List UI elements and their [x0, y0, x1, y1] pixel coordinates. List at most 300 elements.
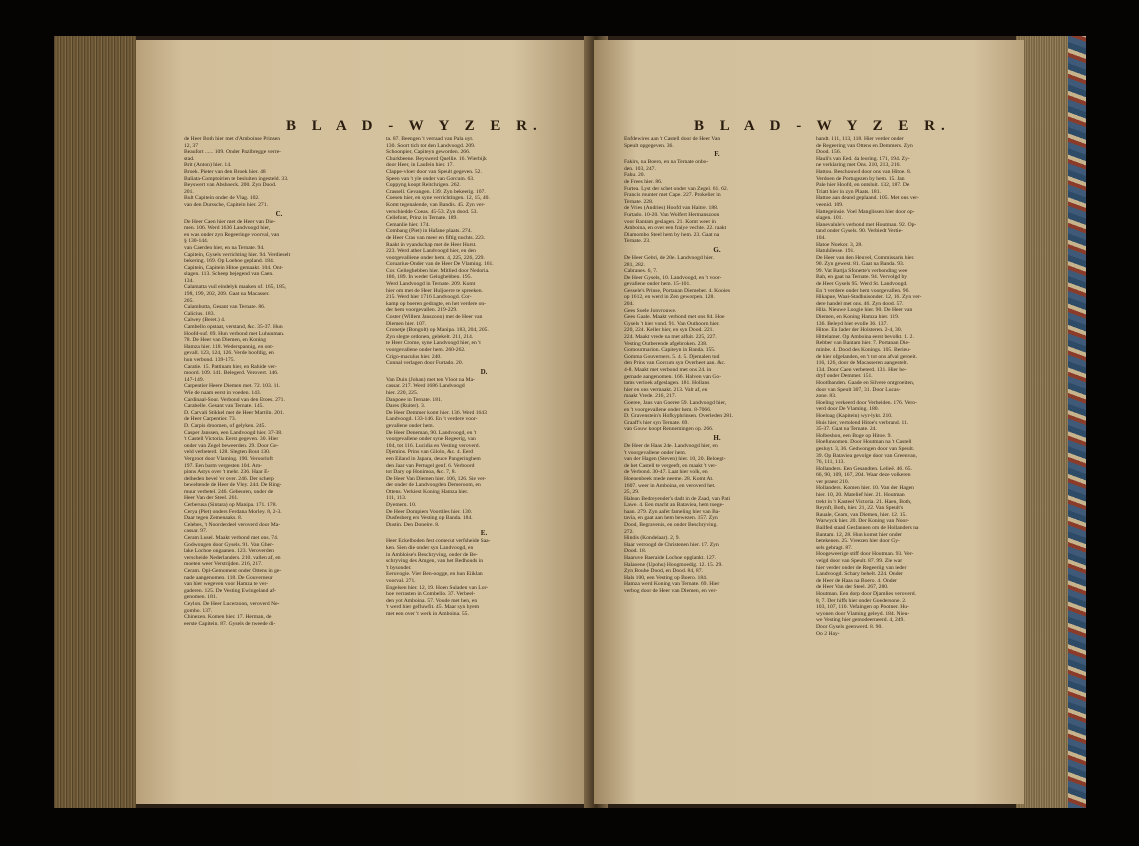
index-line: te Heer Crome, syne Landvoogd hier, en 't — [386, 340, 481, 347]
index-line: Hittelamer. Op Amboina eerst bevolkt. 1. 2. — [816, 333, 914, 340]
index-line: 111, 113. — [386, 495, 407, 502]
index-line: hier verder onder de Regeeriig van ieder — [816, 564, 907, 571]
index-line: Hatoe Noekor. 3, 28. — [816, 241, 863, 248]
index-line: met een over 't werk in Amboina. 55. — [386, 610, 469, 617]
index-line: de Heer Van der Steel. 267, 280. — [816, 584, 889, 591]
index-line: gesluyt. 3, 36. Gedwongen door van Speult. — [816, 445, 915, 452]
index-line: Cerya (Piet) onders Ferdana Morley. 8, 2-3. — [184, 508, 282, 515]
index-line: 76, 111, 113. — [816, 459, 845, 466]
index-line: slagen. 113. Scheep bejegend van Caen. — [184, 271, 274, 278]
index-line: Capitein, Capitein Hitoe gemaakt. 104. Ont- — [184, 264, 284, 271]
index-line: voorgevallene onder syne Regeerig, van — [386, 436, 476, 443]
index-line: door van Speult 307, 31. Door Lucas- — [816, 386, 901, 393]
index-line: Dood. 156. — [816, 149, 842, 156]
index-line: Verdoen de Portugezen by hem. 15. Jan — [816, 175, 905, 182]
index-line: Cunnal verlagen door Furtado. 20. — [386, 360, 464, 367]
index-line: Coruarius-Onder van de Heer De Vlaming. 161. — [386, 261, 494, 268]
index-line: verscheide Nederlanders. 210. vallen af, en — [184, 554, 281, 561]
index-line: de Frees hier. 86. — [624, 178, 663, 185]
index-line: van Gouw koopt Rennemingen op. 266. — [624, 426, 714, 433]
index-line: Diemen, en Koning Hamza hier. 119. — [816, 314, 900, 321]
index-line: Ottens. Verkiest Koning Hamza hier. — [386, 488, 469, 495]
index-line: 66, 90, 109, 167, 204. Waar deze volkeren — [816, 472, 911, 479]
index-line: gevallene onder hem. — [386, 422, 434, 429]
index-line: De Heer Gebri, de 20e. Landvoogd hier. — [624, 254, 714, 261]
index-line: Combang (Piet) in Hafane plaats. 274. — [386, 228, 472, 235]
right-page — [594, 40, 1024, 804]
index-line: haan. 279. Zyn aafet fameling hier van Ba- — [624, 508, 721, 515]
index-line: voorgevallene onder hem. 260-262. — [386, 347, 466, 353]
index-line: Cerberusa (Sintara) op Manipa. 171. 178. — [184, 502, 277, 509]
index-line: Hamza werd Koning van Ternate. 69. Hier — [624, 581, 720, 588]
index-line: Cambello opstaat, verstand, &c. 35-37. Hun — [184, 324, 283, 331]
index-line: sels gebragt. 87. — [816, 544, 853, 551]
index-line: Furtado. 10-20. Van Wolfert Hermanszoon — [624, 211, 720, 218]
index-line: Raakt in vyandschap met de Heer Hurst. — [386, 241, 477, 248]
index-line: Zyn Bouhe Dood, en Dood. 84, 87. — [624, 568, 703, 575]
index-line: 220, 224. Keller hier, en syn Dood. 221. — [624, 327, 714, 334]
index-line: Ceram. Opl-Gemoment onder Ottens in ge- — [184, 568, 282, 574]
index-line: Churkbeene. Beyswerd Quellie. 16. Wierbijk — [386, 155, 487, 162]
index-line: 103, 107, 110. Vefaingen op Pootner. Hu- — [816, 604, 909, 611]
index-line: gevall. 123, 124, 126. Verde hoofdig, en — [184, 350, 274, 357]
index-line: pinns Astys over 't mehr. 236. Haar E- — [184, 469, 270, 476]
index-line: 134. Door Caen verbeterd. 131. Hier be- — [816, 366, 907, 373]
index-letter-heading: F. — [714, 150, 720, 159]
index-line: Amboina, en over een fraiye vechte. 22. raakt — [624, 225, 727, 232]
index-line: beweltende de Heer de Vley. 244. De Ring- — [184, 482, 282, 489]
index-line: Warwyck hier. 20. Der Koning van Noor- — [816, 518, 909, 525]
index-line: de Verbond. 30-47. Laat hier volk, en — [624, 469, 708, 476]
index-line: een Eiland in Japara, deuce Pangeringhem — [386, 455, 481, 462]
index-line: Hoeling verkeerd door Verheiden. 176. Vero- — [816, 399, 917, 406]
index-line: Ternate. 228. — [624, 198, 654, 205]
index-line: Haar verroogd de Christenen hier. 17. Zyn — [624, 541, 719, 548]
index-line: bekering. 169. Op Loehoe gepland. 184. — [184, 258, 275, 265]
index-line: Heer Van der Steel. 261. — [184, 495, 239, 502]
index-line: Gees Gaale. Maakt verbond met ons 84. Hoe — [624, 314, 725, 321]
index-line: we Vesting hier gemodeerneerd. 4, 249. — [816, 617, 905, 624]
index-line: Crassell. Gevangen. 139. Zyn bekeerig. 107. — [386, 188, 486, 195]
index-line: van den Durssche, Capitein hier. 271. — [184, 201, 268, 208]
index-line: Werd Landvoogd in Ternate. 209. Komt — [386, 281, 476, 288]
index-line: verschiedde Coeas. 45-53. Zyn dood. 53. — [386, 208, 478, 215]
index-line: Djemins. Prins van Gilolo, &c. 4. Eerd — [386, 449, 474, 456]
index-line: genomen. 181. — [184, 594, 218, 601]
index-line: onder van Zegel beweerden. 29. Door Ge- — [184, 442, 279, 449]
index-line: Graaff's hier syn Ternate. 69. — [624, 419, 689, 426]
index-letter-heading: C. — [275, 209, 283, 218]
index-line: Hanevalule's verbond met Houtman. 92. Op- — [816, 221, 917, 228]
index-line: den Jaar van Pertugel genf. 6. Verboord — [386, 462, 475, 469]
index-line: door Heer, in Laufein hier. 17. — [386, 162, 454, 169]
index-line: Hattoe aan deand geplaand. 105. Met ons ver- — [816, 195, 919, 202]
index-line: zone. 83. — [816, 393, 837, 400]
index-line: Hollanders. Een Gesandten. Lelieë. 46. 65. — [816, 465, 912, 472]
index-line: Hitoe. En Iader der Holsteren. 2-4, 30. — [816, 327, 903, 334]
index-line: Gessele's Prinse, Portanan Diemeber. 4. Kooies — [624, 287, 731, 294]
index-line: Halean Bedreyender's dadt in de Zaad, van Pati — [624, 495, 731, 502]
index-line: 281, 282. — [624, 261, 645, 268]
index-line: Cemanlie hier. 174. — [386, 221, 430, 228]
index-line: Gees Soele Jonvrouwe. — [624, 307, 677, 314]
index-line: 205. — [184, 297, 194, 304]
index-line: Furtea. Lyst der schet onder van Zegel. 61. 62. — [624, 185, 729, 192]
index-line: Lawe. 4. Een macht an Bataviea, hem toege- — [624, 502, 725, 509]
index-line: Schoonpier, Capiteyn geworden. 266. — [386, 149, 471, 156]
index-line: Hoenenbeek mede neeme. 28. Komt At. — [624, 475, 714, 482]
index-line: 4-8. Maakt met verbond met ons 24. in — [624, 367, 712, 373]
index-line: der onder de Landvoogden Demeroom, en — [386, 482, 481, 489]
index-line: tot Dary op Honimoa, &c. 7, 8. — [386, 469, 456, 476]
index-line: gombo. 137. — [184, 607, 213, 614]
index-line: den. 103, 247. — [624, 165, 656, 172]
left-column-1 — [184, 136, 374, 627]
index-line: 201. — [184, 188, 194, 195]
index-line: De Heer Caen hier met de Heer van Die- — [184, 218, 276, 225]
index-line: dryf onder Demmer. 151. — [816, 373, 873, 380]
index-line: Hoefunsomen. Door Houtman na 't Castell — [816, 439, 912, 446]
index-line: ken. Sien die onder syn Landvoogd, en — [386, 545, 474, 552]
index-line: verbog door de Heer van Diemen, en ver- — [624, 588, 718, 594]
index-line: Cellefont, Prinz in Ternate. 189. — [386, 215, 458, 222]
index-line: 204. — [624, 301, 634, 308]
index-line: Hila. Nieuwe Loogie hier. 90. De Heer van — [816, 307, 913, 314]
index-line: Heer Eckelboden fest comecut verfsheide Saa- — [386, 538, 491, 545]
index-line: Caratie. 15. Pattinam hier, en Rahide ver- — [184, 363, 277, 370]
index-line: 215. Werd hier 1716 Landvoogd. Cor- — [386, 294, 472, 301]
index-line: Hattegeinsie. Voel Manglissen hier door op- — [816, 208, 915, 215]
index-line: ta. 87. Beengen 't verraad van Pala uyt. — [386, 136, 474, 142]
index-line: 130. Soort tich tot den Landvoogd. 209. — [386, 142, 476, 149]
index-line: trekt in 't Kasteel Victoria. 21. Haen, Both, — [816, 498, 912, 505]
index-line: cassar. 97. — [184, 528, 208, 535]
index-line: De Heer Deneman, 90. Landvoogd, en 't — [386, 429, 477, 436]
index-line: Carabelle. Gesant van Ternate. 145. — [184, 403, 264, 410]
index-line: Speen van 't yle onder van Gorcum. 63. — [386, 175, 475, 182]
index-line: Dyemem. 10. — [386, 502, 417, 509]
index-line: Coster (Willem Janszoon) met de Heer van — [386, 314, 483, 321]
index-line: Dood, Begravenis, en onder Beschryving. — [624, 522, 718, 529]
index-line: maakt Vrede. 216, 217. — [624, 393, 677, 400]
index-line: nade aangenomen. 118. De Gouverneur — [184, 574, 273, 581]
index-line: Cabranes. 6, 7. — [624, 268, 658, 275]
index-line: tand onder Gysels. 90. Verbiedt Vertie- — [816, 228, 903, 235]
index-line: Hoofd-suf. 69. Hun verbond met Luhunman. — [184, 330, 285, 337]
index-line: hier om met de Heer Huljoerre te spreeken. — [386, 287, 483, 294]
index-line: Ceylon. De Heer Lucerzoon, veroverd Ne- — [184, 600, 280, 607]
index-line: Carpentier Heere Diemen met. 72. 103. 11. — [184, 383, 281, 390]
index-line: de het Castell te vergeeft, en maakt 't ver- — [624, 462, 717, 469]
index-line: Vesting Outberende afgebroken. 238. — [624, 340, 708, 347]
index-line: stad. — [184, 155, 195, 162]
index-line: verd door De Vlaming. 180. — [816, 406, 879, 413]
index-line: lake Lochoe ongaanen. 123. Veroverden — [184, 548, 274, 555]
index-line: de Heer Cras van meer en fiftig nuchts. 223. — [386, 234, 486, 241]
index-line: hier. 220, 225. — [386, 389, 419, 396]
index-line: 't bysonder. — [386, 564, 412, 571]
index-line: Huis hier, vertolend Hitoe's verbrand. 11. — [816, 419, 909, 426]
index-line: moord. 109. 141. Belegerd. Verovert. 146. — [184, 370, 279, 377]
index-line: En 't verdere onder hem voorgevallen. 96. — [816, 287, 910, 294]
right-column-1 — [624, 136, 810, 595]
index-line: 1607. weer in Amboina, en veroverd het. — [624, 482, 716, 489]
index-line: 78. De Heer van Diemen, en Koning — [184, 337, 267, 344]
index-line: de Heer de Haas na Boero. 4. Onder — [816, 577, 897, 584]
index-line: D. Carpis droomen, of gelyken. 245. — [184, 422, 266, 429]
index-line: Zyn slegte ordonen, gelekelt. 211, 214. — [386, 333, 474, 340]
index-line: Rauale, Ceam, van Diemen, hier. 12. 15. — [816, 511, 907, 518]
index-line: Dustin. Den Doneire. 8. — [386, 521, 440, 528]
index-line: van hier wegeven voor Hamza te ver- — [184, 581, 269, 588]
index-line: hier en ons vermaakt. 213. Valt af, en — [624, 386, 708, 393]
index-line: 136. Beleyd hier evolle 36. 137. — [816, 320, 888, 327]
index-line: 't Castell Victoria. Eerst gegeven. 30. Hier — [184, 436, 279, 443]
index-line: Eeruvogie. Vier Ben-oogge, en hun Eiiklan — [386, 571, 483, 578]
index-line: 104, tot 116. Lucidia en Vesting veroverd. — [386, 442, 480, 449]
index-line: Houtman. Een dorp door Djamlies veroverd. — [816, 590, 916, 597]
index-line: de Heer Gysels 95. Werd St. Landvoogd. — [816, 281, 908, 288]
index-line: Bah, en gaat na Ternate. 94. Vervolgd by — [816, 274, 908, 281]
index-line: Oo 2 Hay- — [816, 630, 840, 637]
index-line: Godwongen door Gysels. 91. Van Gher- — [184, 541, 274, 548]
index-line: Hoeloag (Kapitein) wyr-lykt. 210. — [816, 412, 893, 419]
index-line: Cardinaal-Sour. Verbond van den Etoes. 271. — [184, 396, 285, 403]
index-line: voorgevalliene onder hem. 4, 225, 226, 229. — [386, 254, 485, 261]
index-line: den yot Amboina. 57. Voude met hen, en — [386, 597, 478, 604]
index-line: schryving des Amgen, van het Bedhouds in — [386, 558, 484, 565]
left-page-header: B L A D - W Y Z E R. — [286, 118, 543, 134]
index-line: Chinezen. Komen hier. 17. Herman, de — [184, 614, 272, 621]
index-line: 90. Zyn gewest. 81. Gaat na Banda. 93. — [816, 261, 905, 268]
index-line: Hauli's van Eed. 4a leoring. 171, 194. Zy- — [816, 155, 910, 162]
index-line: de Regeering van Ottens en Demmers. Zyn — [816, 142, 913, 149]
left-page — [136, 40, 606, 804]
index-line: Diemen hier. 107. — [386, 320, 427, 327]
index-letter-heading: D. — [480, 367, 488, 376]
index-line: Landvoogd. Schary behelt. 224. Onder — [816, 571, 903, 578]
index-line: 198, 199, 202, 209. Gaat na Macasser. — [184, 291, 270, 298]
index-line: De Heer Dompiers Voortiles hier. 130. — [386, 508, 473, 515]
index-line: Fakirs, na Boero, en na Ternate onbo- — [624, 159, 709, 166]
index-line: Clappe-vloer door van Speult gegeven. 52. — [386, 168, 482, 175]
index-line: Casper Janssen, een Landvoogd hier. 37-38. — [184, 429, 283, 436]
index-line: Bult Capitein onder de Vlag. 102. — [184, 195, 260, 202]
index-line: 147-149. — [184, 376, 205, 383]
index-line: De Heer van den Heuvel, Commissaris hier. — [816, 254, 915, 261]
right-page-header: B L A D - W Y Z E R. — [694, 118, 951, 134]
index-line: Ceram Lusel. Maakt verbond met ons. 74. — [184, 535, 279, 542]
index-line: Holbeshon, een Boge op Hitoe. 9. — [816, 432, 892, 439]
index-line: Door Gysels geenwerd. 8. 90. — [816, 623, 883, 630]
index-line: 197. Een barm vergesten 104. Am- — [184, 462, 263, 469]
index-line: veenid. 109. — [816, 201, 844, 208]
index-line: tavia, en gaat aan hem bewezen. 157. Zyn — [624, 515, 718, 522]
index-line: Brit (Anton) hier. 14. — [184, 162, 232, 169]
index-line: delheden bevel 'er over. 246. Der scherp — [184, 475, 274, 482]
index-line: De Heer de Haas 24e. Landvoogd hier, en — [624, 442, 718, 449]
index-line: veld verbeterd. 128. Slegten Bout 130. — [184, 449, 271, 456]
index-line: ver praest 210. — [816, 478, 850, 485]
index-line: slagen. 101. — [816, 215, 843, 222]
index-line: den Prins van Gorcum syn Overheet aan. &c. — [624, 360, 726, 367]
index-line: der hem voorgevallen. 219-229. — [386, 307, 458, 314]
marbled-fore-edge — [1068, 36, 1086, 808]
index-line: D. Gravenstein's Hofkyphrinsen. Overleden 281. — [624, 413, 734, 420]
index-line: 223. Werd ather Landvoogd hier, en den — [386, 248, 476, 255]
index-letter-heading: G. — [713, 245, 721, 254]
index-line: Reynft, Both, hier. 21, 22. Van Speult's — [816, 505, 904, 512]
index-line: gaderen. 125. De Vesting Ewingeland af- — [184, 587, 277, 594]
index-line: Hattou. Beschouwd door ons van Hitoe. 8. — [816, 168, 912, 175]
index-line: en 't voorgevallene onder hem. 8-7066. — [624, 406, 712, 413]
index-line: de Vries (Andries) Hoofd van Haitre. 188. — [624, 205, 719, 212]
index-line: Calicius. 183. — [184, 310, 215, 317]
index-line: Diamombo Steel hem by hem. 23. Gaat na — [624, 231, 720, 238]
index-line: 272. — [624, 528, 634, 535]
index-line: Wie de naam eerst in voeden. 143. — [184, 389, 262, 396]
index-line: betekenen. 25. Vreezen hier door Gy- — [816, 538, 900, 545]
index-line: en was onder zyn Regeeringe voorval, van — [184, 231, 280, 238]
index-letter-heading: E. — [480, 529, 488, 538]
index-line: Calambutta, Gesant van Ternate. 86. — [184, 304, 266, 311]
index-line: Hindis (Kondelaar). 2, 9. — [624, 535, 680, 542]
index-line: Beyswert van Abshoeck. 200. Zyn Dood. — [184, 182, 277, 189]
index-line: Van Duin (Johan) met ten Vloot na Ma- — [386, 376, 475, 383]
index-line: de hier ofgelanden, en 't tot ons afval geroeit. — [816, 353, 918, 360]
index-line: Calamatta vuil eindelyk maaken of. 165, 185, — [184, 284, 287, 291]
index-line: Rebber van Bantam hier. 7. Portanan Die- — [816, 340, 910, 347]
index-line: Hamza hier. 118. Wederspannig, en ont- — [184, 343, 274, 350]
index-line: voor Bantam geslagen. 21. Komt weer in — [624, 218, 716, 225]
index-line: Celebes, 't Noorderdeel veroverd door Ma- — [184, 521, 281, 528]
index-line: Hikapue, Waai-Stadhuisonder. 12, 16. Zyn ver- — [816, 294, 922, 301]
index-line: Pale hier Hoofd, en ontsluit. 132, 187. De — [816, 182, 910, 189]
index-line: op 1612, en werd in Zen geworpen. 128. — [624, 294, 715, 301]
index-line: Dusfesberg ers Vesting op Banda. 184. — [386, 515, 473, 522]
index-line: 35-37. Gaat na Ternate. 24. — [816, 426, 877, 433]
index-line: Hollanders. Komen hier. 10. Van der Hagen — [816, 485, 914, 492]
index-line: Bantam. 12, 28. Hun komst hier onder — [816, 531, 902, 538]
left-column-2 — [386, 136, 582, 618]
index-line: hun verbond. 139-175. — [184, 357, 235, 363]
index-line: 12, 37 — [184, 142, 198, 149]
index-line: Goeree, Jaus van Goeree 59. Landvoogd hier, — [624, 399, 727, 406]
index-line: 't werd hier gefluwfit. 45. Maar syn hyem — [386, 604, 480, 611]
index-line: Triatt hier in zyn Plaats. 181. — [816, 188, 881, 195]
index-line: Vergroot door Vlaming. 190. Veroorloft — [184, 455, 273, 462]
index-line: Hatuhilesse. 191. — [816, 248, 855, 255]
index-line: Dood. 18. — [624, 548, 647, 555]
index-line: De Heer Van Diemen hier. 106, 126. Sie ver- — [386, 475, 487, 482]
index-line: 8, 7. Der hiffs hier onder Goedersone. 2. — [816, 597, 907, 604]
index-line: Speult opgegeven. 36. — [624, 142, 674, 149]
index-line: Gysels 't hier vond. 91. Van Outhoorn hier. — [624, 320, 720, 327]
index-line: Bailfed staad Gesfannen om de Hollanders na — [816, 525, 919, 532]
index-line: men. 106. Werd 1636 Landvoogd hier, — [184, 225, 271, 232]
index-line: Gomourmarion. Capiteyn in Banda. 155. — [624, 347, 716, 354]
index-line: Ternate. 23. — [624, 238, 651, 245]
index-line: hoe verrasten in Combello. 37. Verbeel- — [386, 591, 476, 598]
index-line: gevallene onder hem. 15-101. — [624, 281, 691, 288]
index-line: Komt tegenalende, van Bandis. 45. Zyn ver- — [386, 201, 486, 208]
index-line: Danpoee in Ternate. 181. — [386, 396, 443, 403]
index-line: 186, 189. In weder Geloghebben. 195. — [386, 274, 472, 281]
index-line: gernade aangenomen. 166. Halven van Go- — [624, 373, 722, 380]
index-line: Enfdewires aan 't Castell door de Heer Van — [624, 136, 721, 142]
index-line: Hootlbanden. Gaade en Silvere ontgroeiten, — [816, 379, 915, 386]
index-line: Gomma Gouverners. 5. 4. 5. Djemalen tud — [624, 353, 720, 360]
index-line: 116, 126, door de Macasseren aangestelt. — [816, 360, 909, 367]
index-line: tams verloek afgeslagen. 181. Hollans — [624, 380, 710, 387]
index-line: Coesen hier, en syne verrichtingen. 12, 15, 40. — [386, 195, 490, 202]
index-line: Hals 100, een Vesting op Boero. 184. — [624, 574, 708, 581]
index-line: Dares (Ruiter). 3. — [386, 403, 426, 410]
index-line: 224. Maakt vrede na met alfuit. 225, 227. — [624, 334, 717, 341]
index-line: Capitein, Gysels verrichting hier. 94. Verdieselt — [184, 251, 291, 258]
index-line: Francis munter met Cape. 227. Prokelier in — [624, 192, 721, 199]
index-line: eerste Capitein. 87. Gysels de tweede di- — [184, 620, 276, 627]
index-line: Calwey (Beret.) 4. — [184, 317, 226, 324]
index-line: Crigo-maculus hier. 240. — [386, 353, 442, 360]
index-line: muur verbetel. 246. Gebeuren, onder de — [184, 488, 274, 495]
index-line: Beaufort ...... 109. Onder Pazlbregge verre- — [184, 149, 281, 156]
page-edges-left — [54, 36, 136, 808]
index-line: de Heer Both hier met d'Amboinse Prinsen — [184, 136, 281, 142]
index-line: Cronetje (Bongolt) op Manipa. 183, 204, 205. — [386, 327, 489, 334]
index-line: Broek. Pieter van den Broek hier. 48 — [184, 168, 266, 175]
index-line: D. Carvali Stikkel met de Heer Martiln. 201. — [184, 409, 285, 416]
index-line: handt. 111, 113, 118. Hier verder onder — [816, 136, 904, 142]
index-line: Cor. Gelieghebben hier. Mitlied door Nedoria. — [386, 267, 490, 274]
index-line: dere handel met ons. 46. Zyn dood. 57. — [816, 300, 904, 307]
index-line: 't voorgevallene onder hem. — [624, 449, 687, 456]
index-line: ne verklaring met Ons. 210, 213, 216. — [816, 162, 901, 169]
index-line: Engelsen hier. 12, 19. Hoen Suladen van Lor- — [386, 584, 489, 591]
index-line: Landvoogd. 133-146. En 't verdere voor- — [386, 416, 478, 423]
index-line: cassar. 217. Werd 1686 Landvoogd — [386, 383, 465, 390]
index-line: Haaruve Baeraide Lochoe opglankt. 127. — [624, 555, 716, 562]
index-line: Coppyng koopt Reitchrigen. 262. — [386, 182, 461, 189]
index-line: van Caerden hier, en na Ternate. 94. — [184, 244, 265, 251]
index-line: Baliata-Comptoirien te besluiten ingesteld. 33. — [184, 175, 289, 182]
index-line: Halaoene (Upohu) Hoogmoedig. 12. 15. 29. — [624, 561, 723, 568]
index-line: De Heer Gysels, 10. Landvoogd, en 't voor- — [624, 274, 722, 281]
index-line: Daar tegen Zemenaaks. 8. — [184, 515, 243, 522]
index-line: velgd door van Speult. 87. 99. Zie war — [816, 558, 903, 564]
index-line: de Heer Carpentier. 73. — [184, 416, 237, 423]
index-line: moeten weer Verstrijden. 216, 217. — [184, 561, 263, 568]
index-line: 39. Op Bataviea gevolge door van Greenvan, — [816, 452, 917, 459]
index-line: hier. 10, 20. Matelief hier. 21. Houtman — [816, 492, 905, 499]
index-line: 134. — [184, 277, 194, 284]
index-line: 104. — [816, 234, 826, 241]
index-line: wyonen door Vlaming geleyd. 184. Nieu- — [816, 610, 910, 617]
index-line: voorval. 271. — [386, 578, 416, 584]
index-line: 25, 29. — [624, 489, 640, 496]
index-line: kamp op boeren gedragte, en het verdere on- — [386, 300, 487, 307]
index-line: van der Hagen (Steven) hier. 10, 20. Beloegt- — [624, 456, 726, 463]
index-line: in Ambloise's Beschryving, onder de Be- — [386, 551, 478, 558]
right-column-2 — [816, 136, 1002, 637]
index-line: § 130-144. — [184, 238, 209, 245]
index-line: Fahu. 20. — [624, 172, 645, 179]
index-line: minbe. 4. Dood des Konings. 105. Berieu- — [816, 347, 911, 353]
index-line: De Heer Demmer komt hier. 136. Werd 1643 — [386, 409, 487, 416]
index-letter-heading: H. — [713, 433, 721, 442]
book-spread — [54, 36, 1086, 808]
index-line: Hoogeweerige stiff door Houtman. 93. Ver- — [816, 551, 914, 558]
